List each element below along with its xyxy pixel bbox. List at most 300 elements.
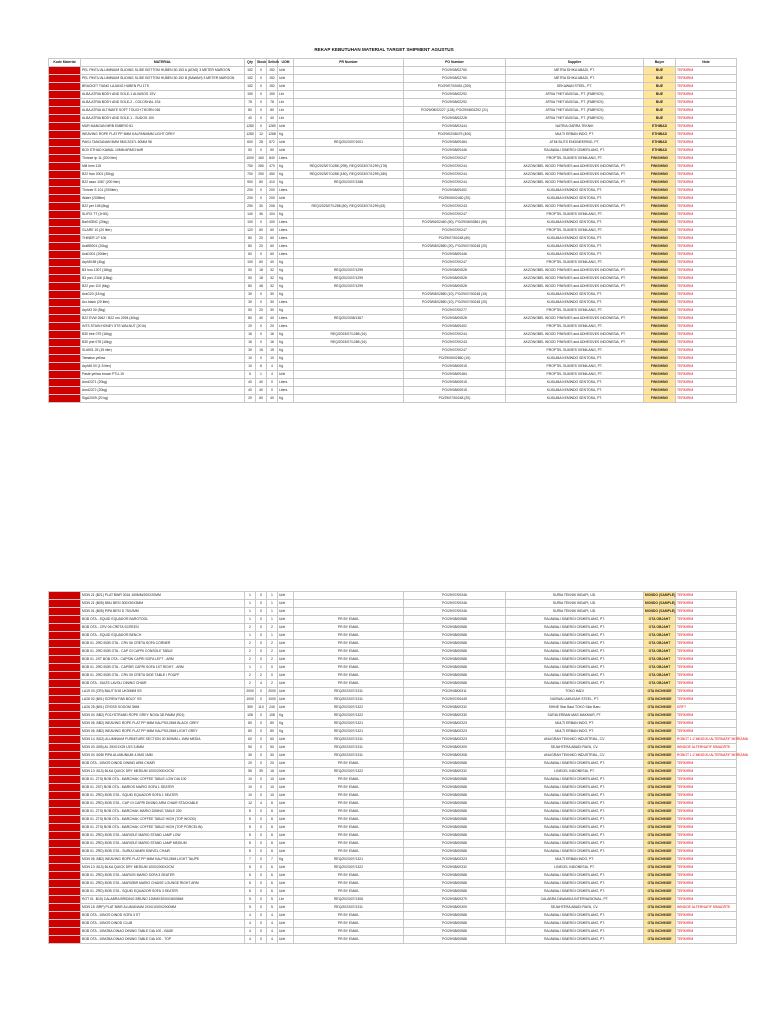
cell-supplier: METRA DHIKA ABADI, PT. [506,75,644,83]
cell-supplier: KUDUMA KEMINDO SENTOSA, PT. [506,187,644,195]
cell-uom: Kg [278,179,294,187]
cell-stock: 18 [256,275,267,283]
cell-uom: Lbr [278,107,294,115]
cell-qty: 20 [245,760,256,768]
cell-stock: 0 [256,824,267,832]
cell-buyer: OTA INCHINDE [644,904,676,912]
cell-qty: 6 [245,880,256,888]
cell-selisih: 200 [267,195,278,203]
cell-material: BOB OTA - SQUID EQUADOR BENCH [81,632,245,640]
cell-stock: 0 [256,928,267,936]
cell-pr-number: REQ/2023/08/1367 [294,315,404,323]
cell-qty: 80 [245,107,256,115]
cell-kode-material [49,291,81,299]
cell-supplier: AKZONOBEL WOOD FINISHES and ADHESIVES INDONESIA, PT. [506,275,644,283]
cell-kode-material [49,672,81,680]
cell-qty: 8 [245,824,256,832]
cell-selisih: 1000 [267,696,278,704]
cell-buyer: BUE [644,99,676,107]
table-row [49,800,737,808]
cell-material: MON 01 (B05) PIPA BESI D 75X2MM [81,608,245,616]
cell-material: BOB 01 .2RD BOB OTA - CRV 06 CRETA SOFA CORNER [81,640,245,648]
cell-qty: 40 [245,115,256,123]
cell-kode-material [49,768,81,776]
cell-kode-material [49,331,81,339]
cell-supplier: SURIA TEKNIK INDAPI, UD. [506,600,644,608]
cell-supplier: RAJAWALI SINERGI CEMERLANG, PT. [506,672,644,680]
cell-buyer: OTA INCHINDE [644,864,676,872]
cell-po-number: PO/29/08/00402 [404,187,506,195]
cell-material: BOB 01 .2TS) BOB OTA - MARCHAK COFFEE TABLE LOW DIA 100 [81,776,245,784]
cell-qty: 6 [245,864,256,872]
cell-note: TERKIRIM [676,379,737,387]
cell-uom: Unit [278,632,294,640]
cell-po-number: PO/29/08/00446 [404,251,506,259]
cell-qty: 2 [245,624,256,632]
table-row [49,736,737,744]
cell-material: ArpM6 00 (1.5 liter) [81,363,245,371]
cell-material: BOB 01 .2TS) BOB OTA - MARCHAK COFFEE TABLE HIGH (TOP PORCELIN) [81,824,245,832]
cell-material: B22 EVW 2662 / B22 oro 2094 (40kg) [81,315,245,323]
cell-pr-number: PR BY EMAIL [294,640,404,648]
cell-pr-number [294,307,404,315]
table-row [49,339,737,347]
cell-stock: 0 [256,896,267,904]
cell-po-number: PO/29/08/00588 [404,616,506,624]
table-row [49,259,737,267]
cell-supplier: KUDUMA KEMINDO SENTOSA, PT. [506,299,644,307]
cell-qty: 16 [245,339,256,347]
cell-uom: Unit [278,371,294,379]
cell-material: Mill Imm 115 [81,163,245,171]
table-row [49,91,737,99]
cell-pr-number: PR BY EMAIL [294,624,404,632]
cell-supplier: ATRIA THETUNGGAL, PT. (FABRICS) [506,99,644,107]
cell-pr-number [294,67,404,75]
cell-uom: Unit [278,616,294,624]
cell-selisih: 16 [267,339,278,347]
cell-uom: Kg [278,720,294,728]
cell-note: TERKIRIM [676,672,737,680]
cell-buyer: OTA INCHINDE [644,696,676,704]
cell-buyer: ETHIBAD [644,147,676,155]
cell-po-number: PO/29/02/08479 (400) [404,131,506,139]
cell-uom: Liters [278,299,294,307]
cell-selisih: 2 [267,624,278,632]
cell-uom: Unit [278,123,294,131]
table-row [49,171,737,179]
cell-kode-material [49,347,81,355]
cell-selisih: 8 [267,800,278,808]
cell-qty: 190 [245,91,256,99]
cell-material: MON 06 .BB2) WEAVING ROPE FLAT PP 6MM KALPS/12MM BLACK GREY [81,720,245,728]
table-row [49,315,737,323]
cell-supplier: PROPTEL SUKSES GEMILANG, PT. [506,371,644,379]
cell-supplier: SURIA TEKNIK INDAPI, UD. [506,608,644,616]
table-row [49,808,737,816]
cell-stock: 0 [256,99,267,107]
cell-selisih: 100 [267,219,278,227]
cell-uom: Liters [278,187,294,195]
cell-kode-material [49,243,81,251]
cell-stock: 0 [256,808,267,816]
cell-buyer: FINISHING [644,323,676,331]
cell-stock: 0 [256,864,267,872]
cell-material: THINER LP 106 [81,235,245,243]
cell-stock: 60 [256,395,267,403]
cell-qty: 60 [245,736,256,744]
cell-note: TERKIRIM [676,696,737,704]
cell-qty: 750 [245,163,256,171]
cell-selisih: 40 [267,259,278,267]
cell-po-number: PO/29/08/02227 (128), PO/29/08/02292 (21) [404,107,506,115]
cell-note: TERKIRIM [676,211,737,219]
cell-kode-material [49,816,81,824]
cell-buyer: FINISHING [644,203,676,211]
cell-kode-material [49,147,81,155]
cell-selisih: 152 [267,67,278,75]
cell-buyer: OTA INCHINDE [644,888,676,896]
cell-uom: Kg [278,355,294,363]
cell-po-number: PO/29/08/02292 [404,91,506,99]
cell-kode-material [49,227,81,235]
cell-pr-number [294,91,404,99]
cell-note: TERKIRIM [676,880,737,888]
cell-selisih: 40 [267,115,278,123]
cell-uom: Unit [278,760,294,768]
cell-qty: 50 [245,147,256,155]
cell-uom: Liters [278,379,294,387]
cell-buyer: FINISHING [644,195,676,203]
cell-material: BOB 01 .2RD) BOB OTA - SQUID EQUADOR SOFA 1 SEATER [81,792,245,800]
cell-buyer: ETHIBAD [644,139,676,147]
cell-supplier: METRA DHIKA ABADI, PT. [506,67,644,75]
table-row [49,760,737,768]
cell-buyer: OTA INCHINDE [644,760,676,768]
cell-selisih: 0 [267,387,278,395]
cell-pr-number [294,131,404,139]
cell-material: ALBA ATRIA BODY AND SOLE-2 - COLOSHAL 1S4 [81,99,245,107]
cell-po-number: PO/29/08/00484 [404,139,506,147]
cell-material: LA19 03 (CRI) BAUT 5/16 UK30MM SS [81,688,245,696]
cell-supplier: AKZONOBEL WOOD FINISHES and ADHESIVES INDONESIA, PT. [506,203,644,211]
cell-po-number: PO/29/08/00588 [404,800,506,808]
cell-stock: 30 [256,203,267,211]
cell-po-number: PO/29/08/00588 [404,648,506,656]
cell-note: TERKIRIM [676,632,737,640]
cell-buyer: OTA OBJAHT [644,624,676,632]
cell-supplier: RAJAWALI SINERGI CEMERLANG, PT. [506,640,644,648]
cell-selisih: 20 [267,323,278,331]
cell-po-number: PO/29/08/00588 [404,848,506,856]
cell-buyer: FINISHING [644,155,676,163]
cell-uom: Kg [278,275,294,283]
cell-po-number: PO/29/08/02228 [404,115,506,123]
cell-buyer: BUE [644,115,676,123]
cell-buyer: FINISHING [644,259,676,267]
cell-uom: Unit [278,920,294,928]
cell-supplier: MULTI ERBAN INDO, PT. [506,720,644,728]
header-note: Note [676,59,737,67]
table-row [49,832,737,840]
cell-qty: 140 [245,211,256,219]
cell-material: AraBB001 (20kg) [81,243,245,251]
cell-supplier: NATRIA GARRA TEKNIK [506,123,644,131]
cell-pr-number [294,291,404,299]
cell-stock: 0 [256,816,267,824]
cell-selisih: 840 [267,155,278,163]
cell-uom: Unit [278,624,294,632]
table-row [49,131,737,139]
cell-selisih: 2 [267,640,278,648]
cell-material: B30 bire 079 (16kg) [81,331,245,339]
cell-buyer: OTA INCHINDE [644,768,676,776]
cell-kode-material [49,800,81,808]
cell-kode-material [49,720,81,728]
cell-pr-number: PR BY EMAIL [294,680,404,688]
cell-po-number: PO/29/06/02460 (50), PO/29/06/02861 (50) [404,219,506,227]
cell-stock: 60 [256,259,267,267]
cell-qty: 2000 [245,688,256,696]
cell-kode-material [49,275,81,283]
cell-stock: 0 [256,688,267,696]
cell-selisih: 32 [267,267,278,275]
cell-note: TERKIRIM [676,83,737,91]
table-row [49,784,737,792]
cell-note: TERKIRIM [676,195,737,203]
cell-uom: Unit [278,784,294,792]
cell-stock: 36 [256,211,267,219]
cell-po-number: PO/29/08/00588 [404,808,506,816]
cell-note: TERKIRIM [676,640,737,648]
cell-stock: 40 [256,379,267,387]
cell-po-number: PO/29/08/00588 [404,632,506,640]
cell-uom: Kg [278,728,294,736]
cell-selisih: 1280 [267,123,278,131]
cell-supplier: KUDUMA KEMINDO SENTOSA, PT. [506,355,644,363]
cell-selisih: 4 [267,920,278,928]
cell-po-number: PO/29/07/00346 [404,608,506,616]
cell-note: WINDOE ALTERNATIF SIMADRTE [676,904,737,912]
cell-selisih: 8 [267,840,278,848]
cell-buyer: OTA INCHINDE [644,896,676,904]
header-qty: Qty [245,59,256,67]
cell-material: BOB 01 .2RD) BOB OTA - MARIOS MARIO SOFA 3 SEATER [81,872,245,880]
cell-selisih: 10 [267,784,278,792]
cell-pr-number: REQ/2023/07/1311 [294,752,404,760]
table-row [49,323,737,331]
cell-supplier: KUDUMA KEMINDO SENTOSA, PT. [506,243,644,251]
cell-pr-number [294,379,404,387]
cell-material: AraD001 (20liter) [81,251,245,259]
cell-stock: 48 [256,283,267,291]
cell-buyer: FINISHING [644,227,676,235]
cell-po-number: PO/29/08/00588 [404,936,506,944]
cell-qty: 1000 [245,696,256,704]
cell-note: TERKIRIM [676,888,737,896]
cell-pr-number [294,219,404,227]
cell-note: TERKIRIM [676,848,737,856]
cell-po-number: PO/29/07/00277 [404,307,506,315]
table-row [49,728,737,736]
cell-selisih: 152 [267,83,278,91]
cell-po-number: PO/29/07/00243 [404,203,506,211]
cell-stock: 250 [256,171,267,179]
cell-stock: 0 [256,75,267,83]
cell-pr-number: REQ/2023/07/1299 [294,283,404,291]
cell-uom: Kg [278,331,294,339]
cell-note: TERKIRIM [676,816,737,824]
cell-supplier: PROPTEL SUKSES GEMILANG, PT. [506,155,644,163]
header-material: MATERIAL [81,59,245,67]
cell-buyer: FINISHING [644,283,676,291]
cell-qty: 20 [245,395,256,403]
table-row [49,83,737,91]
cell-kode-material [49,195,81,203]
cell-supplier: RAJAWALI SINERGI CEMERLANG, PT. [506,840,644,848]
cell-kode-material [49,211,81,219]
cell-po-number: PO/29/07/00346 [404,600,506,608]
cell-qty: 80 [245,720,256,728]
cell-kode-material [49,123,81,131]
table-row [49,928,737,936]
cell-pr-number: PR BY EMAIL [294,848,404,856]
cell-po-number: PO/29/08/00323 [404,720,506,728]
cell-kode-material [49,848,81,856]
cell-uom: Unit [278,696,294,704]
table-row [49,163,737,171]
cell-note: TERKIRIM [676,203,737,211]
cell-buyer: BUE [644,67,676,75]
table-row [49,395,737,403]
cell-qty: 4 [245,920,256,928]
cell-kode-material [49,632,81,640]
cell-supplier: CALABRA DINAMIKA INTERNASIONAL, PT. [506,896,644,904]
cell-pr-number [294,99,404,107]
cell-note: TERKIRIM [676,99,737,107]
cell-kode-material [49,115,81,123]
cell-uom: Unit [278,792,294,800]
cell-po-number: PO/29/08/00323 [404,856,506,864]
cell-stock: 0 [256,115,267,123]
table-row [49,235,737,243]
cell-selisih: 0 [267,672,278,680]
cell-kode-material [49,784,81,792]
cell-selisih: 2 [267,680,278,688]
cell-note: TERKIRIM [676,720,737,728]
cell-qty: 1 [245,592,256,600]
cell-selisih: 30 [267,307,278,315]
cell-pr-number [294,211,404,219]
cell-supplier: RAJAWALI SINERGI CEMERLANG, PT. [506,776,644,784]
cell-selisih: 78 [267,99,278,107]
cell-note: TERKIRIM [676,856,737,864]
cell-material: MON 13 .B13) BLKA QUICK DRY MEDIUM 1000/2000X2CM [81,864,245,872]
cell-note: WINDOE ALTERNATIF SIMADRTE [676,744,737,752]
table-row [49,880,737,888]
cell-po-number: PO/29/08/00308 [404,752,506,760]
cell-qty: 50 [245,267,256,275]
table-header-row [49,59,737,67]
table-row [49,936,737,944]
cell-stock: 0 [256,323,267,331]
cell-uom: Kg [278,259,294,267]
cell-uom: Unit [278,800,294,808]
cell-stock: 40 [256,387,267,395]
cell-po-number: PO/29/08/00588 [404,880,506,888]
cell-buyer: OTA INCHINDE [644,816,676,824]
cell-pr-number: REQ/2023/07/1311 [294,904,404,912]
cell-selisih: 80 [267,107,278,115]
cell-pr-number: REQ/2023/07/1288 (60), REQ/2023/07/1299 (63) [294,203,404,211]
table-row [49,688,737,696]
cell-qty: 30 [245,299,256,307]
cell-material: B30 yrst 078 (16kg) [81,339,245,347]
cell-pr-number [294,259,404,267]
cell-stock: 0 [256,107,267,115]
cell-supplier: AKZONOBEL WOOD FINISHES and ADHESIVES INDONESIA, PT. [506,315,644,323]
cell-stock: 0 [256,792,267,800]
cell-uom: Kg [278,856,294,864]
cell-po-number: PO/29/08/00588 [404,792,506,800]
cell-material: Amd2372 (20kg) [81,387,245,395]
cell-note: TERKIRIM [676,712,737,720]
cell-po-number: PO/29/08/00528 [404,267,506,275]
cell-selisih: 152 [267,75,278,83]
cell-qty: 350 [245,704,256,712]
cell-selisih: 40 [267,395,278,403]
cell-qty: 6 [245,888,256,896]
cell-buyer: OTA INCHINDE [644,712,676,720]
cell-selisih: 410 [267,179,278,187]
table-row [49,107,737,115]
cell-uom: Unit [278,840,294,848]
cell-uom: Unit [278,864,294,872]
cell-po-number: PO/29/08/00588 [404,640,506,648]
cell-selisih: 60 [267,235,278,243]
cell-selisih: 40 [267,315,278,323]
cell-buyer: OTA INCHINDE [644,720,676,728]
table-row [49,600,737,608]
cell-stock: 0 [256,616,267,624]
header-buyer: Buyer [644,59,676,67]
cell-pr-number [294,147,404,155]
table-row [49,155,737,163]
cell-qty: 200 [245,187,256,195]
cell-kode-material [49,91,81,99]
cell-note: TERKIRIM [676,291,737,299]
table-row [49,179,737,187]
cell-kode-material [49,395,81,403]
cell-stock: 0 [256,832,267,840]
cell-kode-material [49,107,81,115]
cell-po-number: PO/29/07/00449 [404,696,506,704]
table-row [49,640,737,648]
cell-note: TERKIRIM [676,896,737,904]
header-stock: Stock [256,59,267,67]
cell-qty: 60 [245,251,256,259]
cell-kode-material [49,387,81,395]
cell-qty: 600 [245,139,256,147]
cell-stock: 6 [256,363,267,371]
cell-pr-number: REQ/2023/07/1311 [294,736,404,744]
cell-buyer: OTA INCHINDE [644,736,676,744]
table-row [49,656,737,664]
cell-buyer: FINISHING [644,331,676,339]
cell-buyer: OTA INCHINDE [644,808,676,816]
cell-po-number: PO/29/07/00244 [404,163,506,171]
cell-uom: Unit [278,904,294,912]
